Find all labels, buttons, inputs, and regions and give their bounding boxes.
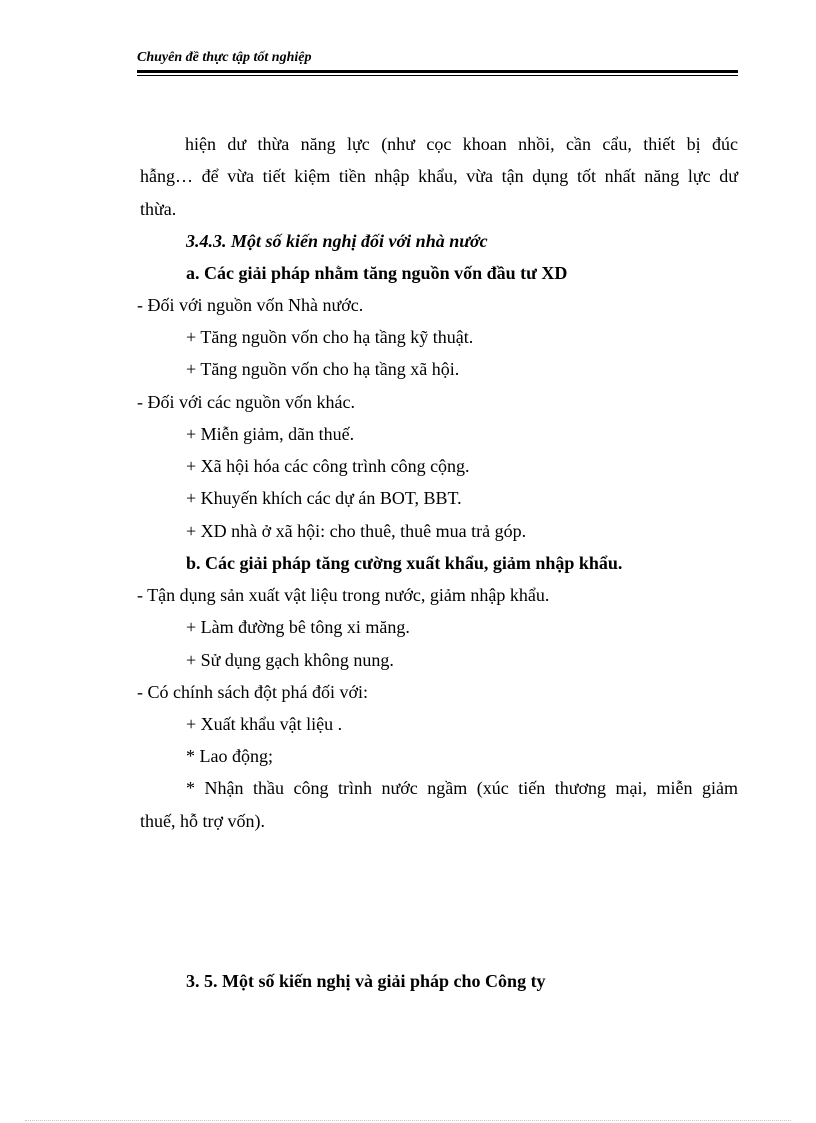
bullet-item: - Đối với nguồn vốn Nhà nước. xyxy=(137,295,364,315)
sub-item: + Tăng nguồn vốn cho hạ tầng kỹ thuật. xyxy=(186,327,474,347)
header-rule-thin xyxy=(137,75,738,76)
sub-item: + Miễn giảm, dãn thuế. xyxy=(186,424,355,444)
sub-item: + Tăng nguồn vốn cho hạ tầng xã hội. xyxy=(186,359,460,379)
bullet-item: - Tận dụng sản xuất vật liệu trong nước, giảm nhập khẩu. xyxy=(137,585,550,605)
bullet-item: - Có chính sách đột phá đối với: xyxy=(137,682,368,702)
sub-item: + Khuyến khích các dự án BOT, BBT. xyxy=(186,488,462,508)
subheading-b: b. Các giải pháp tăng cường xuất khẩu, giảm nhập khẩu. xyxy=(186,553,623,573)
header-rule-thick xyxy=(137,70,738,73)
subheading-a: a. Các giải pháp nhằm tăng nguồn vốn đầu tư XD xyxy=(186,263,568,283)
sub-item-continuation: thuế, hỗ trợ vốn). xyxy=(140,811,265,831)
sub-item: * Nhận thầu công trình nước ngầm (xúc tiến thương mại, miễn giảm xyxy=(186,778,738,798)
paragraph-line: thừa. xyxy=(140,199,177,219)
paragraph-line: hiện dư thừa năng lực (như cọc khoan nhồi, cần cẩu, thiết bị đúc xyxy=(185,134,738,154)
paragraph-line: hẫng… để vừa tiết kiệm tiền nhập khẩu, vừa tận dụng tốt nhất năng lực dư xyxy=(140,166,738,186)
sub-item: + Xã hội hóa các công trình công cộng. xyxy=(186,456,470,476)
bullet-item: - Đối với các nguồn vốn khác. xyxy=(137,392,355,412)
page-bottom-border xyxy=(25,1120,791,1121)
sub-item: + Làm đường bê tông xi măng. xyxy=(186,617,410,637)
section-heading-3-4-3: 3.4.3. Một số kiến nghị đối với nhà nước xyxy=(186,231,488,251)
sub-item: + XD nhà ở xã hội: cho thuê, thuê mua trả góp. xyxy=(186,521,527,541)
sub-item: + Sử dụng gạch không nung. xyxy=(186,650,394,670)
header-title: Chuyên đề thực tập tốt nghiệp xyxy=(137,50,312,65)
sub-item: + Xuất khẩu vật liệu . xyxy=(186,714,343,734)
section-heading-3-5: 3. 5. Một số kiến nghị và giải pháp cho Công ty xyxy=(186,971,546,991)
sub-item: * Lao động; xyxy=(186,746,273,766)
